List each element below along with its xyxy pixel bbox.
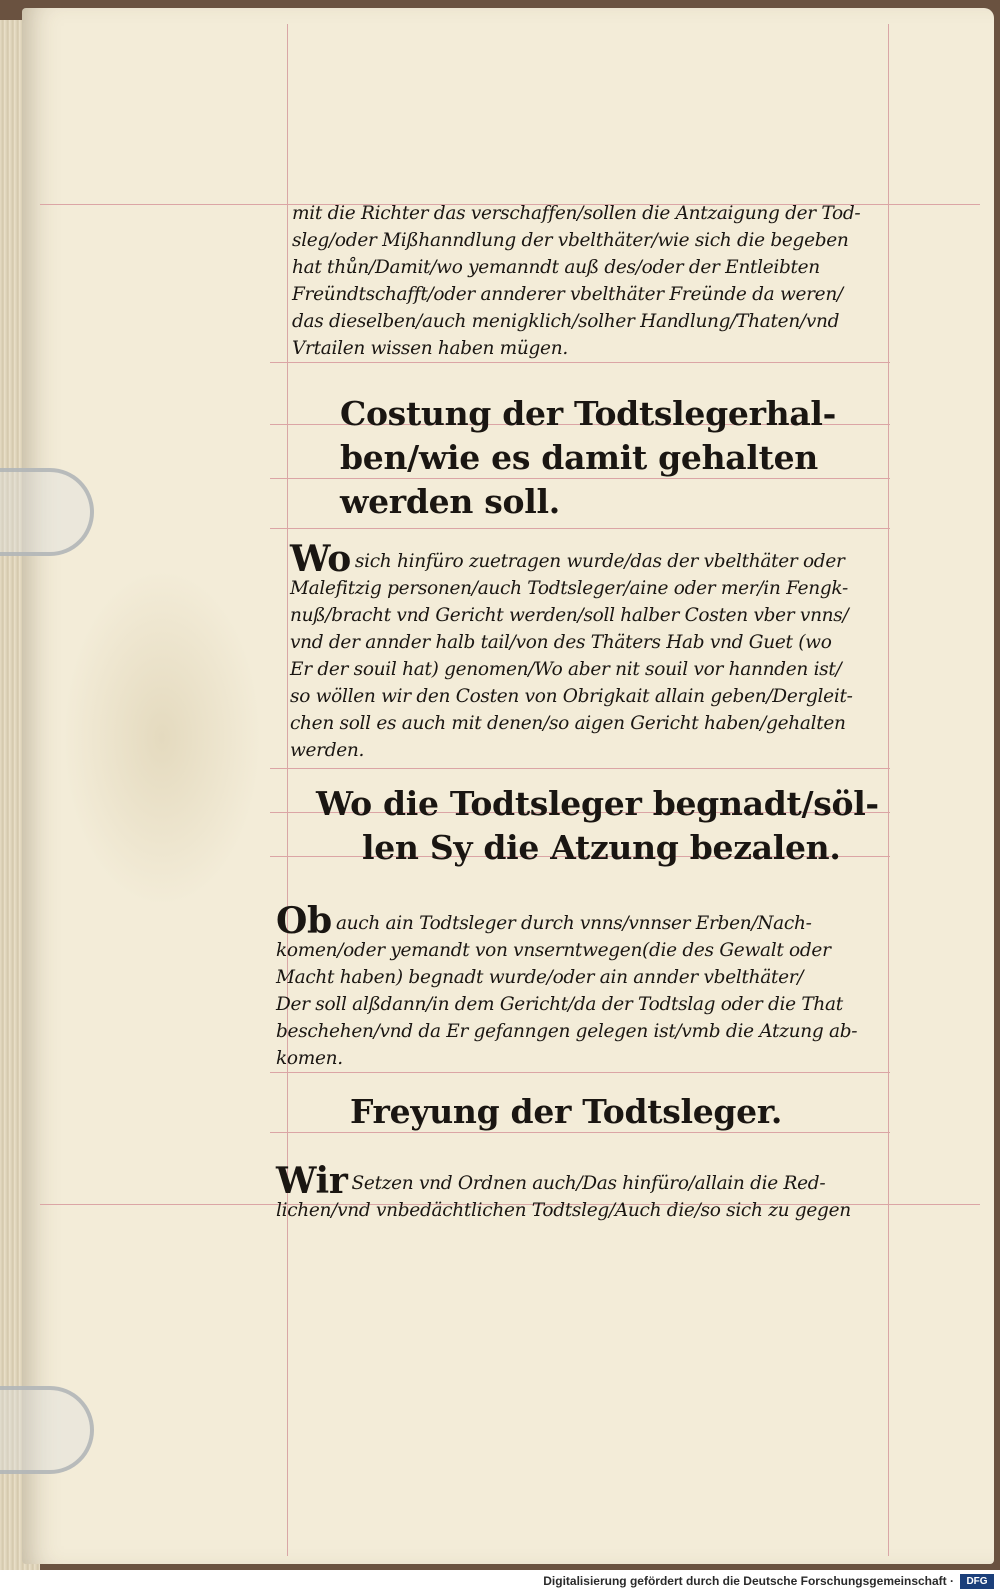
paragraph-2 <box>290 538 884 764</box>
rule-line <box>270 768 890 769</box>
paper-clip-top <box>0 468 94 556</box>
text-line: mit die Richter das verschaffen/sollen die Antzaigung der Tod- <box>292 203 861 224</box>
text-line: komen/oder yemandt von vnserntwegen(die des Gewalt oder <box>276 940 831 961</box>
text-line: vnd der annder halb tail/von des Thäters Hab vnd Guet (wo <box>290 632 832 653</box>
paper-stain <box>62 568 262 908</box>
text-line-rest: auch ain Todtsleger durch vnns/vnnser Erben/Nach- <box>335 913 812 934</box>
text-line: das dieselben/auch menigklich/solher Handlung/Thaten/vnd <box>292 311 840 332</box>
margin-rule-left <box>287 24 288 1556</box>
text-line: so wöllen wir den Costen von Obrigkait allain geben/Dergleit- <box>290 686 853 707</box>
text-line: hat thůn/Damit/wo yemanndt auß des/oder der Entleibten <box>292 257 820 278</box>
text-line: Vrtailen wissen haben mügen. <box>292 338 568 359</box>
text-line: komen. <box>276 1048 343 1069</box>
heading-line: werden soll. <box>340 482 560 521</box>
text-line <box>276 900 884 942</box>
rule-line <box>270 528 890 529</box>
section-heading-1 <box>340 392 885 524</box>
heading-line: Wo die Todtsleger begnadt/söl- <box>316 784 879 823</box>
dfg-logo: DFG <box>960 1574 994 1589</box>
initial-letter: Wir <box>276 1160 348 1202</box>
heading-line: Costung der Todtslegerhal- <box>340 394 837 433</box>
text-line-rest: sich hinfüro zuetragen wurde/das der vbelthäter oder <box>354 551 845 572</box>
paragraph-4 <box>276 1160 884 1224</box>
rule-line <box>270 362 890 363</box>
paragraph-1 <box>292 200 884 362</box>
text-line <box>290 538 884 580</box>
text-line: chen soll es auch mit denen/so aigen Gericht haben/gehalten <box>290 713 846 734</box>
funding-credit: Digitalisierung gefördert durch die Deutsche Forschungsgemeinschaft · <box>543 1574 954 1588</box>
text-line: sleg/oder Mißhanndlung der vbelthäter/wie sich die begeben <box>292 230 849 251</box>
section-heading-2 <box>316 782 886 870</box>
text-line: beschehen/vnd da Er gefanngen gelegen ist/vmb die Atzung ab- <box>276 1021 858 1042</box>
initial-letter: Ob <box>276 900 332 942</box>
text-line: Freündtschafft/oder annderer vbelthäter Freünde da weren/ <box>292 284 843 305</box>
section-heading-3 <box>350 1090 850 1134</box>
margin-rule-right <box>888 24 889 1556</box>
text-line: Malefitzig personen/auch Todtsleger/aine oder mer/in Fengk- <box>290 578 848 599</box>
text-line-rest: Setzen vnd Ordnen auch/Das hinfüro/allain die Red- <box>351 1173 826 1194</box>
heading-line: Freyung der Todtsleger. <box>350 1092 783 1131</box>
heading-line: len Sy die Atzung bezalen. <box>362 828 841 867</box>
footer-bar <box>0 1570 1000 1594</box>
text-line: Er der souil hat) genomen/Wo aber nit souil vor hannden ist/ <box>290 659 842 680</box>
heading-line: ben/wie es damit gehalten <box>340 438 818 477</box>
text-line <box>276 1160 884 1202</box>
rule-line <box>270 1072 890 1073</box>
text-line: nuß/bracht vnd Gericht werden/soll halber Costen vber vnns/ <box>290 605 849 626</box>
text-line: werden. <box>290 740 365 761</box>
text-line: Macht haben) begnadt wurde/oder ain annder vbelthäter/ <box>276 967 804 988</box>
paragraph-3 <box>276 900 884 1072</box>
paper-clip-bottom <box>0 1386 94 1474</box>
text-line: lichen/vnd vnbedächtlichen Todtsleg/Auch die/so sich zu gegen <box>276 1200 851 1221</box>
initial-letter: Wo <box>290 538 351 580</box>
text-line: Der soll alßdann/in dem Gericht/da der Todtslag oder die That <box>276 994 843 1015</box>
